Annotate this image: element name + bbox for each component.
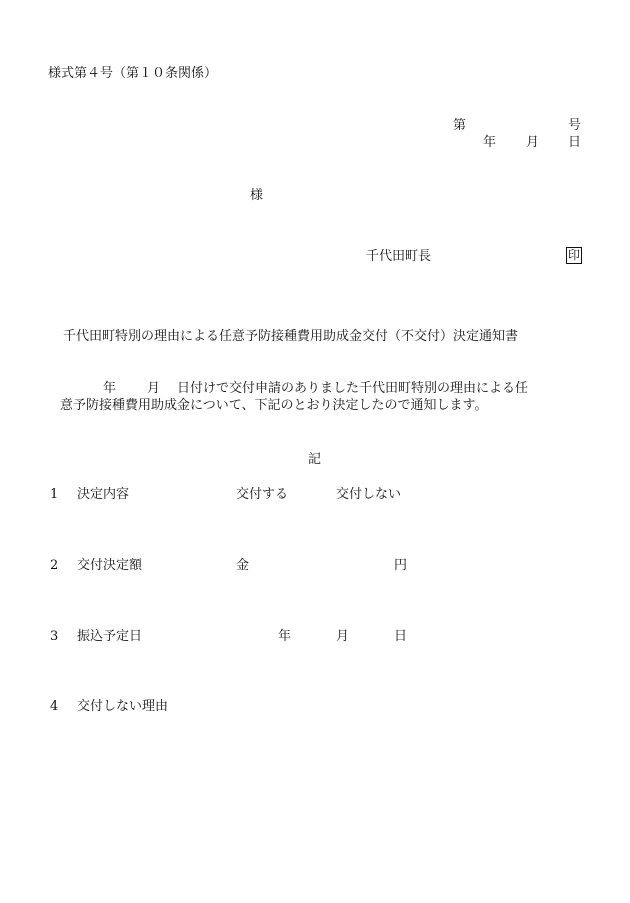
item-1-number: 1 (50, 487, 59, 502)
body-month: 月 (147, 381, 161, 396)
item-3-day: 日 (394, 629, 408, 644)
seal-mark: 印 (567, 248, 580, 262)
item-3-label: 振込予定日 (77, 629, 143, 644)
form-id: 様式第４号（第１０条関係） (48, 66, 218, 81)
item-1-label: 決定内容 (77, 487, 130, 502)
item-4-label: 交付しない理由 (77, 699, 169, 714)
item-4-number: 4 (50, 699, 59, 714)
addressee-suffix: 様 (250, 188, 264, 203)
doc-number-suffix: 号 (568, 118, 582, 133)
doc-number-prefix: 第 (453, 118, 467, 133)
item-3-year: 年 (278, 629, 292, 644)
item-1-option-no-grant[interactable]: 交付しない (336, 487, 402, 502)
item-2-unit: 円 (394, 558, 408, 573)
ki-heading: 記 (308, 452, 322, 467)
date-year: 年 (483, 135, 497, 150)
issuer-title: 千代田町長 (366, 249, 432, 264)
item-3-number: 3 (50, 629, 59, 644)
item-2-number: 2 (50, 558, 59, 573)
item-2-prefix: 金 (236, 558, 250, 573)
item-1-option-grant[interactable]: 交付する (236, 487, 289, 502)
item-2-label: 交付決定額 (77, 558, 143, 573)
body-line1-rest: 日付けで交付申請のありました千代田町特別の理由による任 (177, 381, 529, 396)
item-3-month: 月 (336, 629, 350, 644)
body-line2: 意予防接種費用助成金について、下記のとおり決定したので通知します。 (60, 398, 488, 413)
date-month: 月 (526, 135, 540, 150)
body-year: 年 (103, 381, 117, 396)
date-day: 日 (568, 135, 582, 150)
document-title: 千代田町特別の理由による任意予防接種費用助成金交付（不交付）決定通知書 (63, 329, 519, 344)
